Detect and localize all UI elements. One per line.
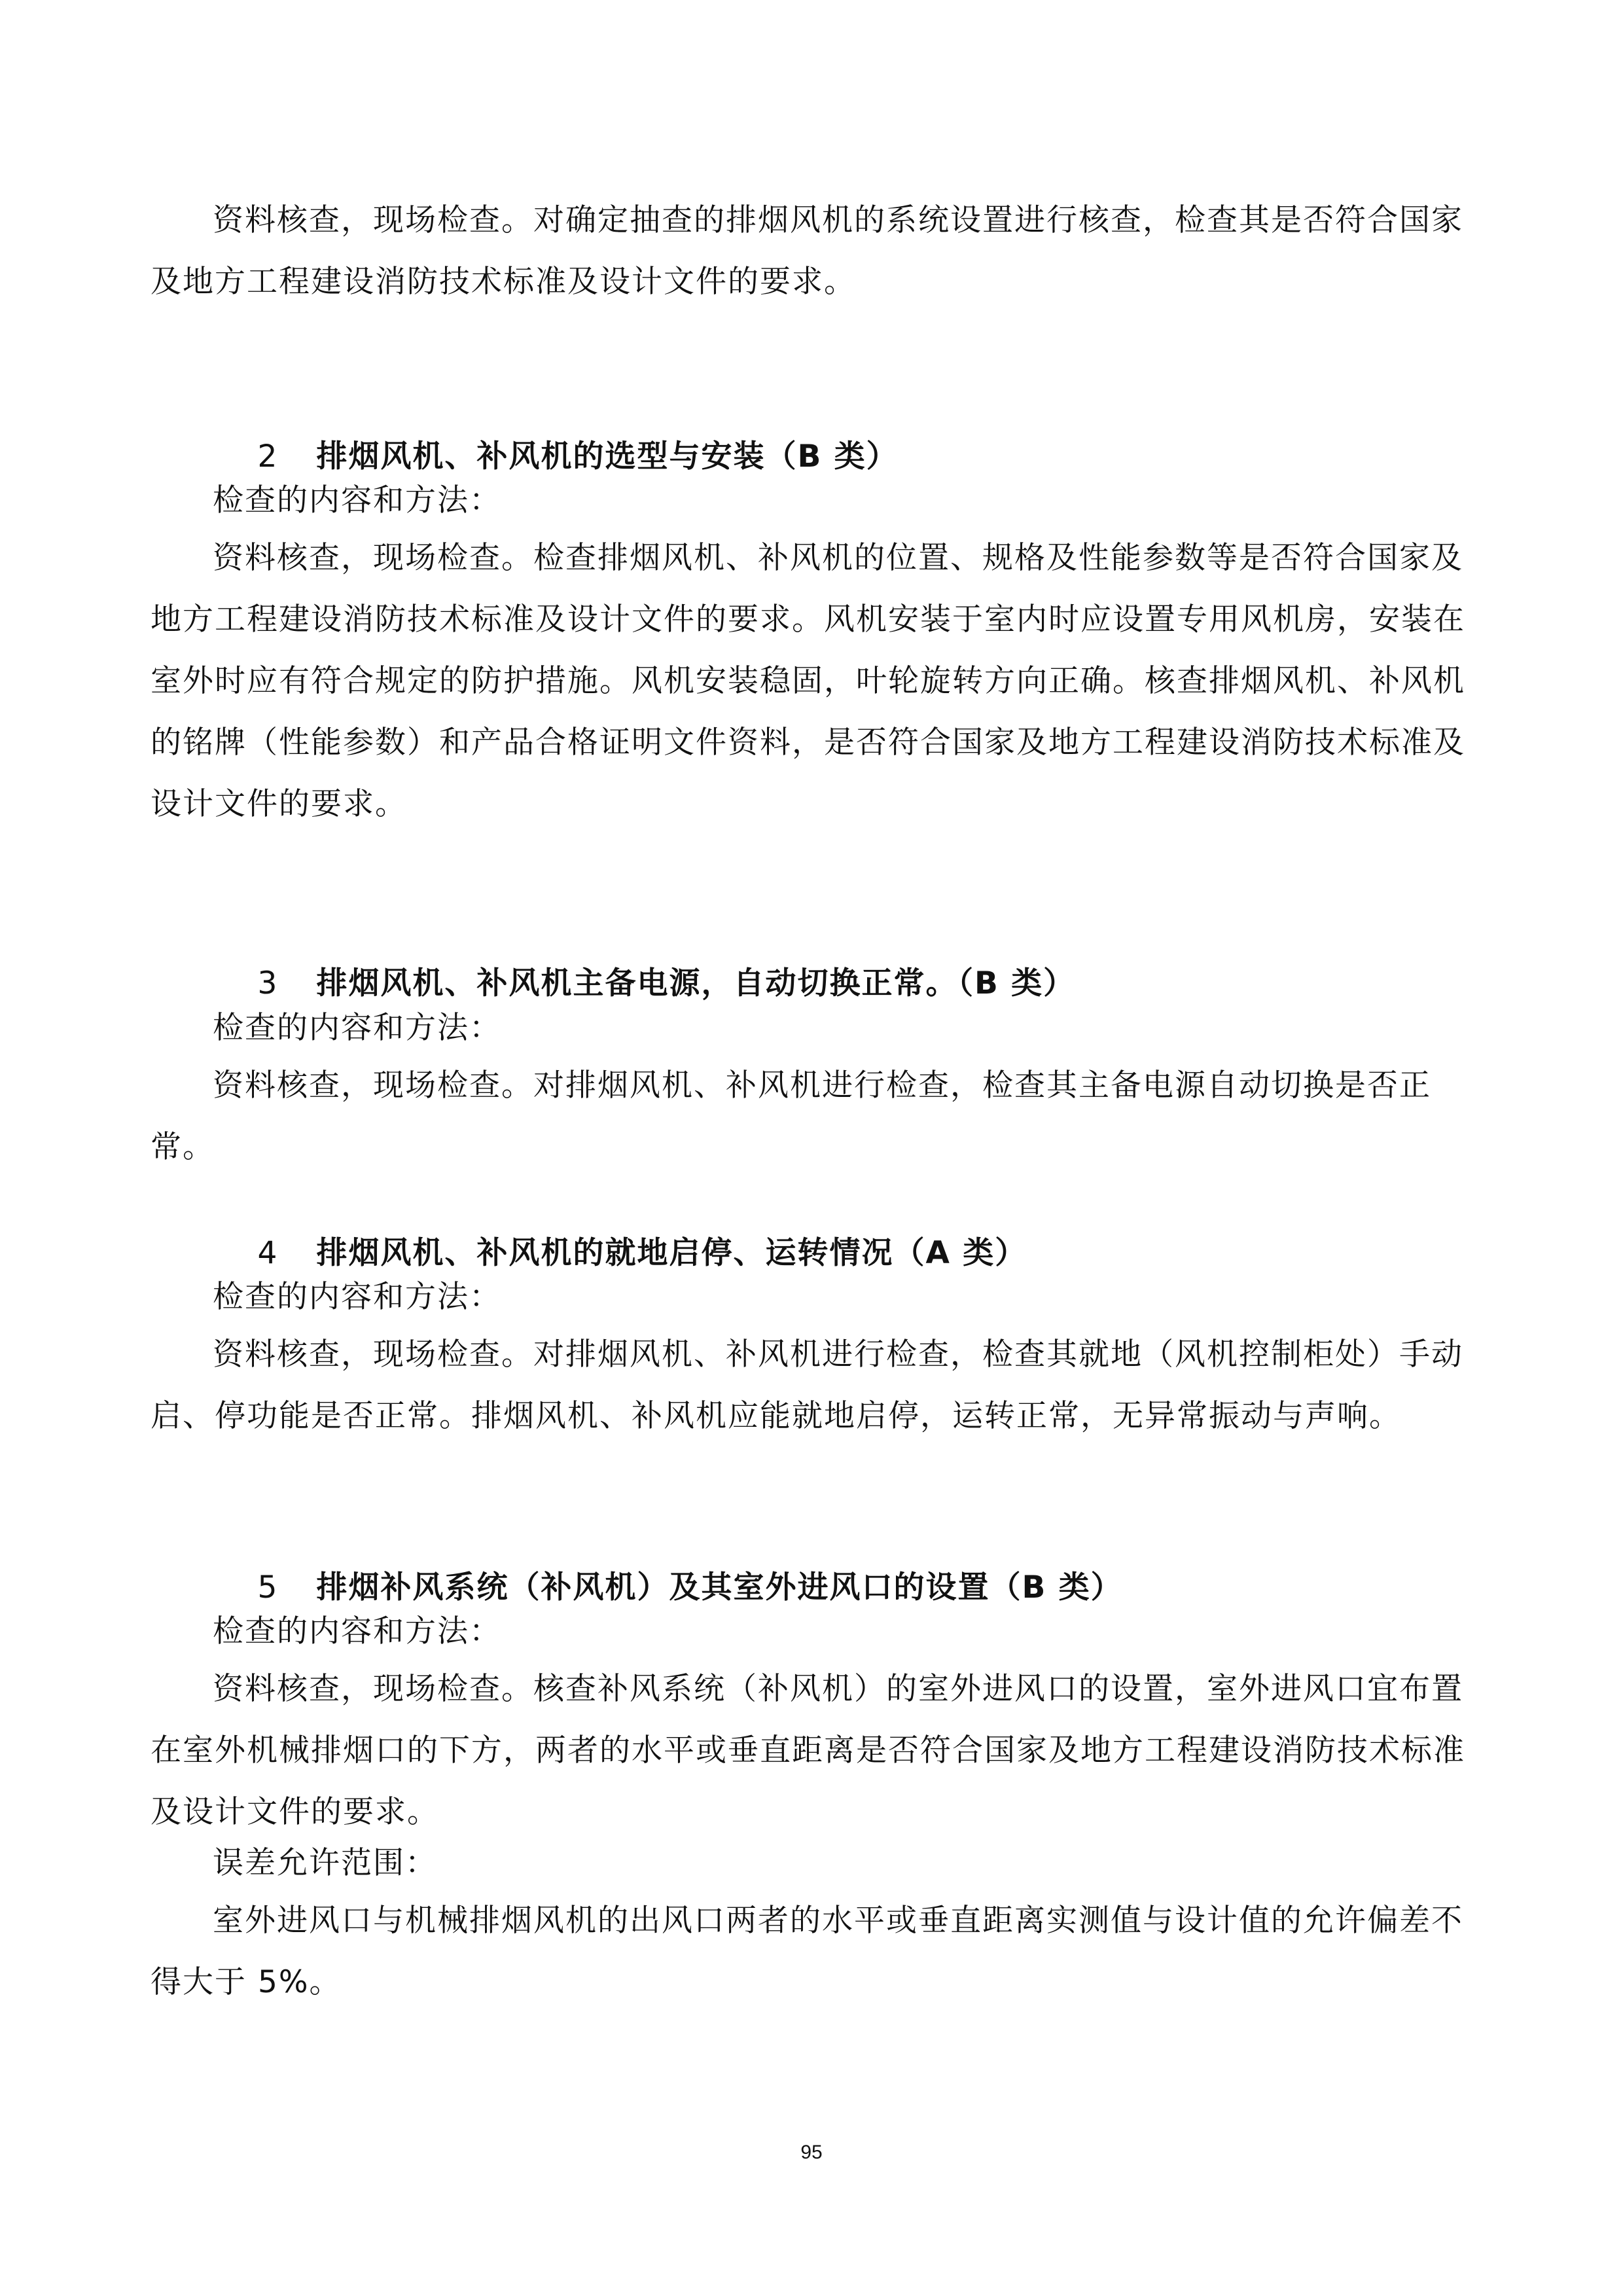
heading-4-number: 4 — [257, 1235, 279, 1271]
page-number: 95 — [800, 2142, 823, 2163]
heading-3-number: 3 — [257, 965, 279, 1001]
method-label-5: 检查的内容和方法： — [213, 1613, 501, 1649]
method-label-4: 检查的内容和方法： — [213, 1279, 501, 1315]
heading-5-text: 排烟补风系统（补风机）及其室外进风口的设置（B 类） — [316, 1570, 1123, 1605]
tolerance-label: 误差允许范围： — [213, 1845, 437, 1881]
paragraph-3: 资料核查，现场检查。对排烟风机、补风机进行检查，检查其主备电源自动切换是否正常。 — [151, 1067, 1431, 1165]
heading-3-text: 排烟风机、补风机主备电源，自动切换正常。（B 类） — [316, 965, 1076, 1001]
paragraph-2: 资料核查，现场检查。检查排烟风机、补风机的位置、规格及性能参数等是否符合国家及地方工程建设消防技术标准及设计文件的要求。风机安装于室内时应设置专用风机房，安装在室外时应有符合规定的防护措施。风机安装稳固，叶轮旋转方向正确。核查排烟风机、补风机的铭牌（性能参数）和产品合格证明文件资料，是否符合国家及地方工程建设消防技术标准及设计文件的要求。 — [151, 540, 1465, 822]
heading-4-text: 排烟风机、补风机的就地启停、运转情况（A 类） — [316, 1235, 1027, 1271]
heading-5-number: 5 — [257, 1570, 279, 1605]
paragraph-5: 资料核查，现场检查。核查补风系统（补风机）的室外进风口的设置，室外进风口宜布置在室外机械排烟口的下方，两者的水平或垂直距离是否符合国家及地方工程建设消防技术标准及设计文件的要求。 — [151, 1671, 1465, 1830]
paragraph-4: 资料核查，现场检查。对排烟风机、补风机进行检查，检查其就地（风机控制柜处）手动启、停功能是否正常。排烟风机、补风机应能就地启停，运转正常，无异常振动与声响。 — [151, 1336, 1463, 1434]
method-label-2: 检查的内容和方法： — [213, 482, 501, 518]
paragraph-1: 资料核查，现场检查。对确定抽查的排烟风机的系统设置进行核查，检查其是否符合国家及地方工程建设消防技术标准及设计文件的要求。 — [151, 202, 1463, 300]
method-label-3: 检查的内容和方法： — [213, 1010, 501, 1046]
heading-2-number: 2 — [257, 439, 279, 475]
tolerance-paragraph: 室外进风口与机械排烟风机的出风口两者的水平或垂直距离实测值与设计值的允许偏差不得大于 5%。 — [151, 1903, 1463, 2000]
heading-2-text: 排烟风机、补风机的选型与安装（B 类） — [316, 439, 899, 475]
